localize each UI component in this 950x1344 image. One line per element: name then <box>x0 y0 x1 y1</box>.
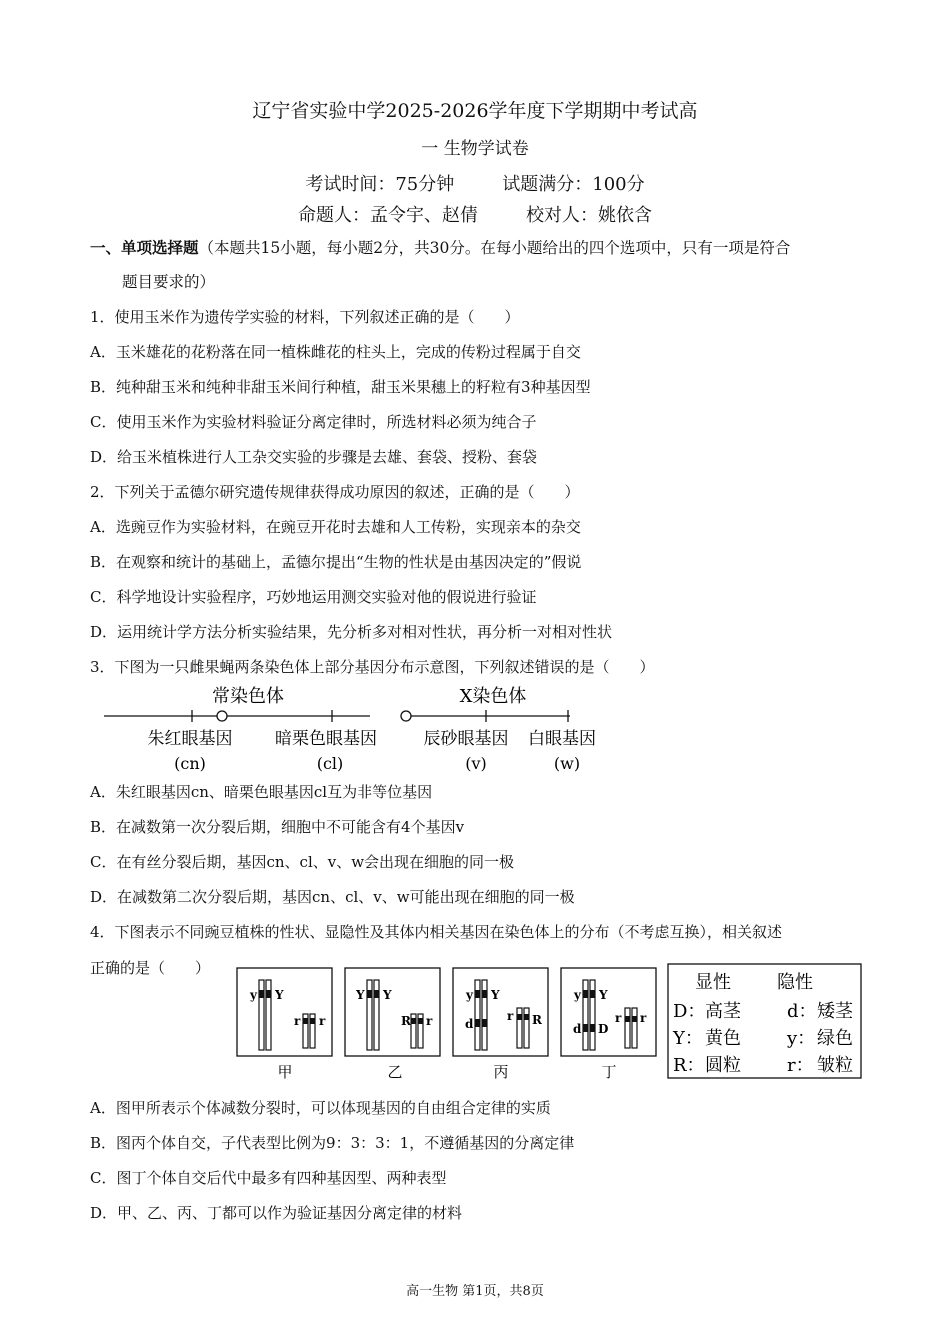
ding-allele-right: Y <box>599 988 608 1002</box>
panel-bing <box>453 968 548 1081</box>
q4-option-c: C．图丁个体自交后代中最多有四种基因型、两种表型 <box>90 1169 447 1187</box>
panel-label-jia: 甲 <box>277 1063 293 1081</box>
section-desc-cont: 题目要求的） <box>122 273 216 291</box>
legend-dd-trait: 矮茎 <box>817 1001 853 1022</box>
pea-chromosome-figure <box>235 962 865 1086</box>
gene-label-w: 白眼基因 <box>528 729 596 749</box>
panel-yi <box>345 968 440 1081</box>
legend-recessive-header: 隐性 <box>777 972 813 993</box>
trait-legend <box>668 964 861 1078</box>
gene-symbol-cl: (cl) <box>316 754 344 773</box>
panel-label-bing: 丙 <box>493 1063 509 1081</box>
legend-rr-key: r： <box>787 1055 814 1076</box>
gene-symbol-w: (w) <box>553 754 581 773</box>
ding-mid-left: d <box>573 1022 582 1036</box>
yi-short-left: R <box>401 1014 411 1028</box>
q4-option-b: B．图丙个体自交，子代表型比例为9：3：3：1，不遵循基因的分离定律 <box>90 1134 575 1152</box>
ding-short-right: r <box>640 1011 647 1025</box>
jia-allele-right: Y <box>275 988 284 1002</box>
legend-rr-trait: 皱粒 <box>817 1055 853 1076</box>
yi-allele-left: Y <box>356 988 365 1002</box>
q4-option-d: D．甲、乙、丙、丁都可以作为验证基因分离定律的材料 <box>90 1204 463 1222</box>
page-footer: 高一生物 第1页，共8页 <box>406 1284 544 1299</box>
gene-label-cn: 朱红眼基因 <box>147 729 233 749</box>
jia-short-right: r <box>319 1014 326 1028</box>
yi-allele-right: Y <box>383 988 392 1002</box>
jia-short-left: r <box>294 1014 301 1028</box>
legend-yy-trait: 绿色 <box>817 1028 853 1049</box>
section-desc: （本题共15小题，每小题2分，共30分。在每小题给出的四个选项中，只有一项是符合 <box>198 239 791 257</box>
bing-allele-right: Y <box>491 988 500 1002</box>
exam-info-row-1 <box>0 170 950 196</box>
q2-stem: 2．下列关于孟德尔研究遗传规律获得成功原因的叙述，正确的是（ ） <box>90 483 580 501</box>
q3-option-d: D．在减数第二次分裂后期，基因cn、cl、v、w可能出现在细胞的同一极 <box>90 888 575 906</box>
bing-mid-left: d <box>465 1017 474 1031</box>
section-heading <box>90 236 790 258</box>
ding-short-left: r <box>615 1011 622 1025</box>
q1-stem: 1．使用玉米作为遗传学实验的材料，下列叙述正确的是（ ） <box>90 308 520 326</box>
q4-option-a: A．图甲所表示个体减数分裂时，可以体现基因的自由组合定律的实质 <box>90 1099 551 1117</box>
q1-option-c: C．使用玉米作为实验材料验证分离定律时，所选材料必须为纯合子 <box>90 413 537 431</box>
full-score: 试题满分：100分 <box>502 174 645 195</box>
legend-yy-key: y： <box>787 1028 816 1049</box>
jia-allele-left: y <box>250 988 257 1002</box>
exam-info-row-2 <box>0 201 950 227</box>
ding-allele-left: y <box>574 988 581 1002</box>
checker: 校对人：姚依含 <box>526 205 652 226</box>
q4-stem: 4．下图表示不同豌豆植株的性状、显隐性及其体内相关基因在染色体上的分布（不考虑互换），相关叙述 <box>90 923 783 941</box>
ding-mid-right: D <box>598 1022 609 1036</box>
x-centromere <box>401 711 411 721</box>
panel-label-ding: 丁 <box>601 1063 617 1081</box>
x-chromosome-label: X染色体 <box>459 686 527 707</box>
q3-option-a: A．朱红眼基因cn、暗栗色眼基因cl互为非等位基因 <box>90 783 433 801</box>
q2-option-b: B．在观察和统计的基础上，孟德尔提出“生物的性状是由基因决定的”假说 <box>90 553 582 571</box>
exam-subtitle: 一 生物学试卷 <box>421 139 529 159</box>
gene-symbol-cn: (cn) <box>174 754 206 773</box>
autosome-centromere <box>217 711 227 721</box>
bing-allele-left: y <box>466 988 473 1002</box>
q3-option-c: C．在有丝分裂后期，基因cn、cl、v、w会出现在细胞的同一极 <box>90 853 515 871</box>
q3-option-b: B．在减数第一次分裂后期，细胞中不可能含有4个基因v <box>90 818 465 836</box>
gene-symbol-v: (v) <box>465 754 487 773</box>
legend-d-trait: 高茎 <box>705 1001 741 1022</box>
legend-dd-key: d： <box>787 1001 817 1022</box>
gene-label-cl: 暗栗色眼基因 <box>275 729 377 749</box>
q1-option-d: D．给玉米植株进行人工杂交实验的步骤是去雄、套袋、授粉、套袋 <box>90 448 538 466</box>
autosome-label: 常染色体 <box>212 686 284 707</box>
q1-option-b: B．纯种甜玉米和纯种非甜玉米间行种植，甜玉米果穗上的籽粒有3种基因型 <box>90 378 591 396</box>
legend-y-key: Y： <box>673 1028 703 1049</box>
legend-dominant-header: 显性 <box>695 972 731 993</box>
panel-ding <box>561 968 656 1081</box>
legend-r-key: R： <box>673 1055 705 1076</box>
author: 命题人：孟令宇、赵倩 <box>298 205 478 226</box>
gene-label-v: 辰砂眼基因 <box>423 729 509 749</box>
yi-short-right: r <box>426 1014 433 1028</box>
legend-r-trait: 圆粒 <box>705 1055 741 1076</box>
q2-option-d: D．运用统计学方法分析实验结果，先分析多对相对性状，再分析一对相对性状 <box>90 623 613 641</box>
panel-jia <box>237 968 332 1081</box>
panel-label-yi: 乙 <box>387 1063 403 1081</box>
q2-option-a: A．选豌豆作为实验材料，在豌豆开花时去雄和人工传粉，实现亲本的杂交 <box>90 518 581 536</box>
bing-short-left: r <box>507 1009 514 1023</box>
section-label: 一、单项选择题 <box>90 238 199 257</box>
exam-time: 考试时间：75分钟 <box>305 174 455 195</box>
legend-d-key: D： <box>673 1001 706 1022</box>
exam-title: 辽宁省实验中学2025-2026学年度下学期期中考试高 <box>252 100 698 122</box>
bing-short-right: R <box>532 1013 542 1027</box>
q2-option-c: C．科学地设计实验程序，巧妙地运用测交实验对他的假说进行验证 <box>90 588 537 606</box>
q4-stem-cont: 正确的是（ ） <box>90 959 211 977</box>
chromosome-gene-map <box>100 680 620 780</box>
legend-y-trait: 黄色 <box>705 1028 741 1049</box>
q3-stem: 3．下图为一只雌果蝇两条染色体上部分基因分布示意图，下列叙述错误的是（ ） <box>90 658 655 676</box>
q1-option-a: A．玉米雄花的花粉落在同一植株雌花的柱头上，完成的传粉过程属于自交 <box>90 343 581 361</box>
